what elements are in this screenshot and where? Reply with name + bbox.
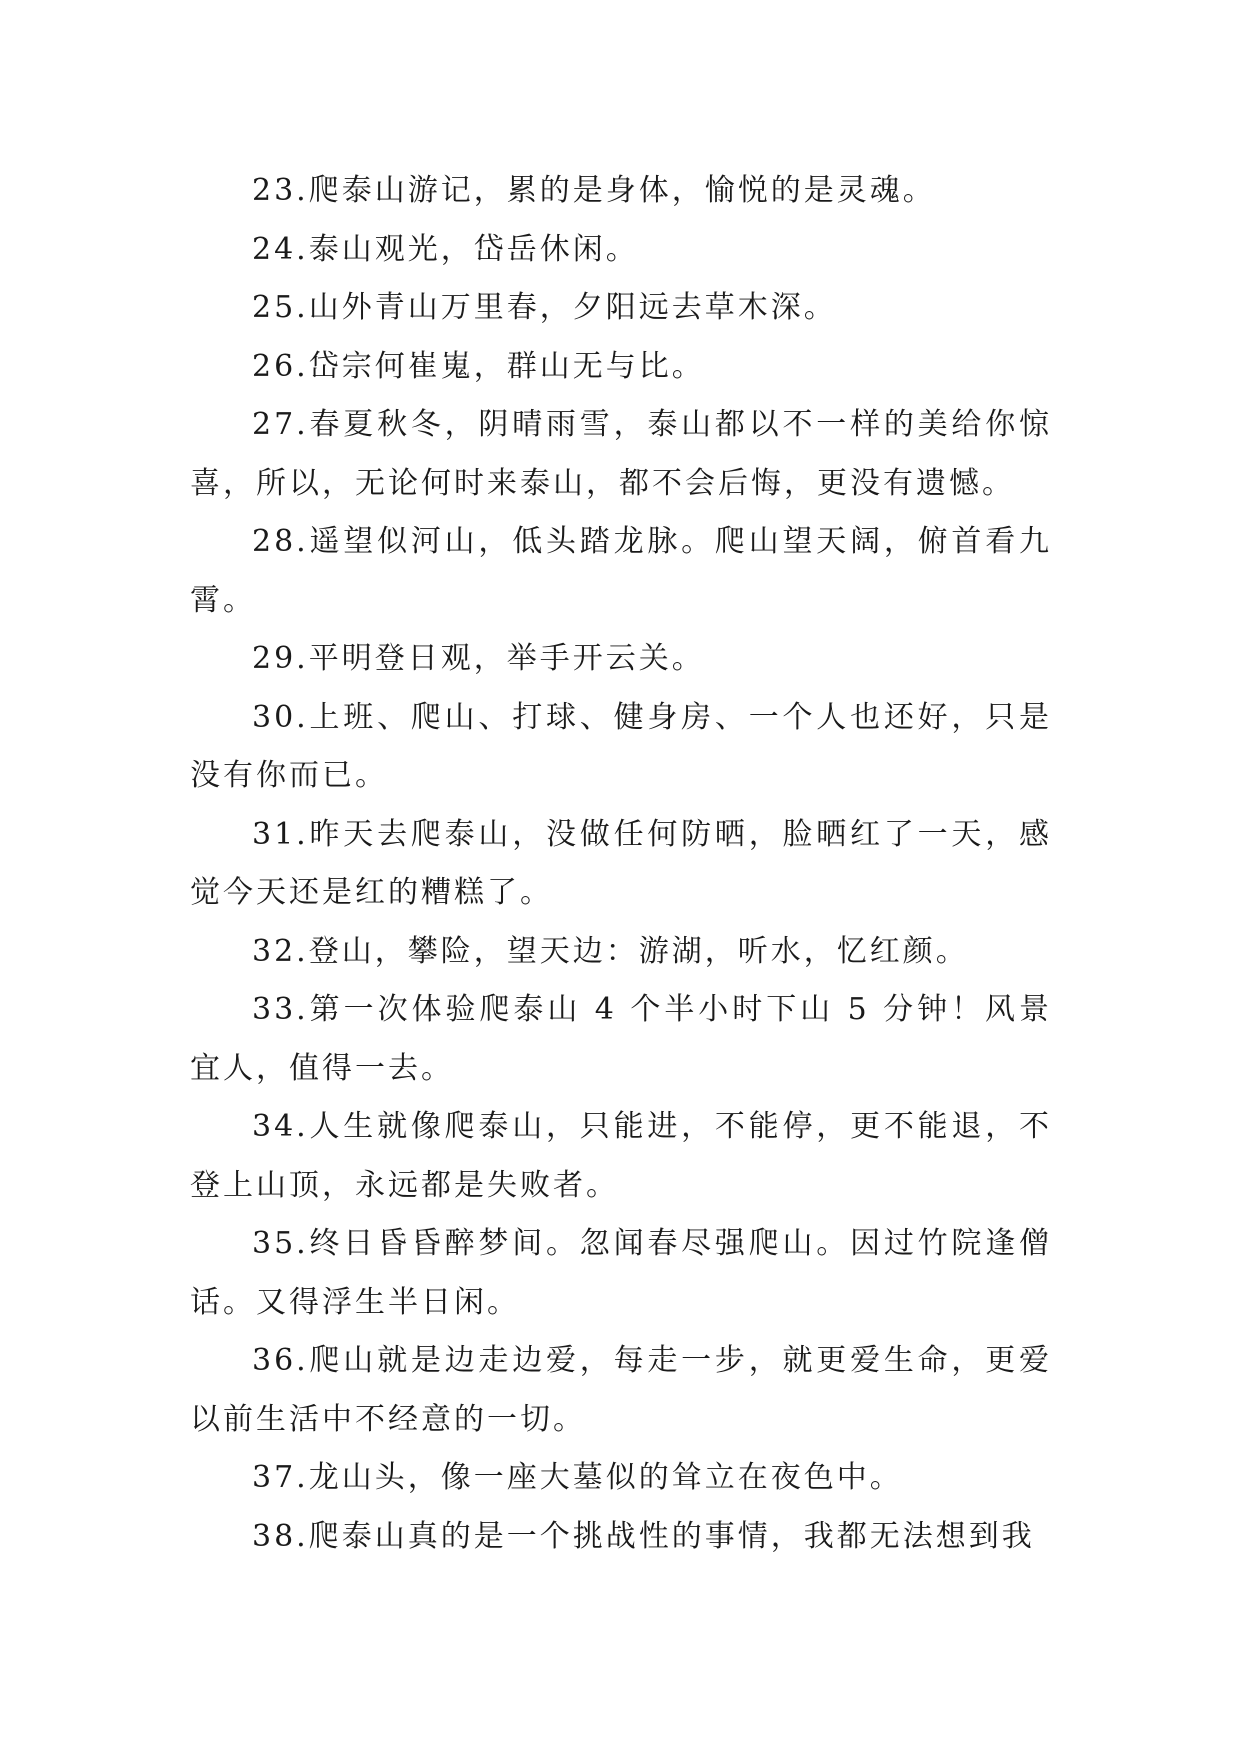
list-item: 34.人生就像爬泰山，只能进，不能停，更不能退，不登上山顶，永远都是失败者。 bbox=[190, 1109, 1052, 1203]
list-item: 36.爬山就是边走边爱，每走一步，就更爱生命，更爱以前生活中不经意的一切。 bbox=[190, 1343, 1052, 1437]
list-item: 31.昨天去爬泰山，没做任何防晒，脸晒红了一天，感觉今天还是红的糟糕了。 bbox=[190, 816, 1052, 910]
list-item: 25.山外青山万里春，夕阳远去草木深。 bbox=[252, 290, 837, 325]
list-item: 24.泰山观光，岱岳休闲。 bbox=[252, 231, 639, 267]
list-item: 38.爬泰山真的是一个挑战性的事情，我都无法想到我 bbox=[252, 1518, 1035, 1554]
list-item: 29.平明登日观，举手开云关。 bbox=[252, 641, 705, 676]
list-item: 28.遥望似河山，低头踏龙脉。爬山望天阔，俯首看九霄。 bbox=[190, 524, 1052, 618]
list-item: 33.第一次体验爬泰山 4 个半小时下山 5 分钟！风景宜人，值得一去。 bbox=[190, 992, 1052, 1086]
list-item: 30.上班、爬山、打球、健身房、一个人也还好，只是没有你而已。 bbox=[190, 699, 1052, 793]
document-page bbox=[190, 162, 1052, 1566]
list-item: 27.春夏秋冬，阴晴雨雪，泰山都以不一样的美给你惊喜，所以，无论何时来泰山，都不会后悔，更没有遗憾。 bbox=[190, 407, 1052, 501]
list-item: 26.岱宗何崔嵬，群山无与比。 bbox=[252, 348, 705, 384]
list-item: 32.登山，攀险，望天边：游湖，听水，忆红颜。 bbox=[252, 933, 969, 969]
list-item: 35.终日昏昏醉梦间。忽闻春尽强爬山。因过竹院逢僧话。又得浮生半日闲。 bbox=[190, 1226, 1052, 1320]
list-item: 37.龙山头，像一座大墓似的耸立在夜色中。 bbox=[252, 1460, 903, 1495]
list-item: 23.爬泰山游记，累的是身体，愉悦的是灵魂。 bbox=[252, 173, 936, 208]
